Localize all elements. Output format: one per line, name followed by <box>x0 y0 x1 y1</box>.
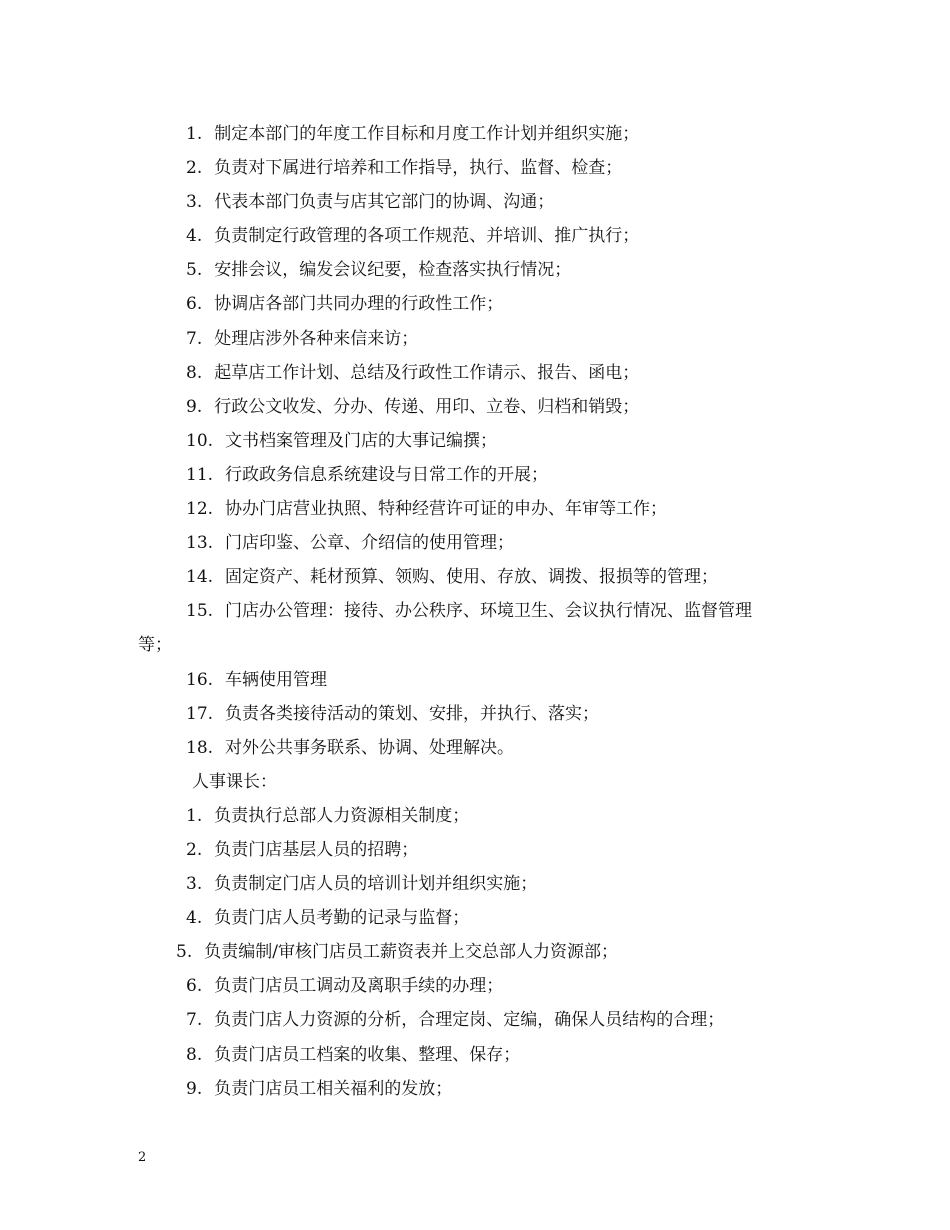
list-item <box>138 219 818 253</box>
list-item <box>138 151 818 185</box>
list-number: 1. <box>186 805 203 826</box>
list-item <box>138 356 818 390</box>
list-text: 协调店各部门共同办理的行政性工作； <box>214 294 504 315</box>
list-number: 5. <box>186 260 203 281</box>
list-text: 行政公文收发、分办、传递、用印、立卷、归档和销毁； <box>214 396 640 417</box>
document-body <box>138 117 818 1106</box>
list-text: 安排会议，编发会议纪要，检查落实执行情况； <box>214 260 572 281</box>
list-text: 负责各类接待活动的策划、安排，并执行、落实； <box>225 703 600 724</box>
list-item <box>138 322 818 356</box>
list-item <box>138 969 818 1003</box>
list-item <box>138 935 818 969</box>
list-text: 负责门店员工相关福利的发放； <box>214 1078 453 1099</box>
list-text: 门店办公管理：接待、办公秩序、环境卫生、会议执行情况、监督管理 <box>225 601 753 622</box>
list-number: 2. <box>186 158 203 179</box>
list-item <box>138 560 818 594</box>
list-item <box>138 1003 818 1037</box>
list-number: 11. <box>186 464 214 485</box>
list-number: 7. <box>186 1010 203 1031</box>
list-number: 9. <box>186 396 203 417</box>
list-item <box>138 663 818 697</box>
list-number: 12. <box>186 499 214 520</box>
list-number: 4. <box>186 226 203 247</box>
list-text: 负责门店人力资源的分析，合理定岗、定编，确保人员结构的合理； <box>214 1010 725 1031</box>
list-item <box>138 901 818 935</box>
section-heading-text: 人事课长： <box>192 771 277 792</box>
list-text: 门店印鉴、公章、介绍信的使用管理； <box>225 533 515 554</box>
list-item <box>138 594 818 628</box>
section-heading <box>138 765 818 799</box>
list-text: 对外公共事务联系、协调、处理解决。 <box>225 737 515 758</box>
list-item <box>138 185 818 219</box>
list-item-continuation <box>138 628 818 662</box>
list-number: 9. <box>186 1078 203 1099</box>
list-item <box>138 731 818 765</box>
list-text: 代表本部门负责与店其它部门的协调、沟通； <box>214 192 555 213</box>
list-text: 负责执行总部人力资源相关制度； <box>214 805 470 826</box>
list-text: 负责门店员工档案的收集、整理、保存； <box>214 1044 521 1065</box>
list-item <box>138 799 818 833</box>
list-text: 文书档案管理及门店的大事记编撰； <box>225 430 498 451</box>
list-number: 10. <box>186 430 214 451</box>
list-text: 负责编制/审核门店员工薪资表并上交总部人力资源部； <box>204 942 618 963</box>
list-number: 13. <box>186 533 214 554</box>
list-item <box>138 253 818 287</box>
list-item <box>138 1038 818 1072</box>
list-item <box>138 526 818 560</box>
list-number: 17. <box>186 703 214 724</box>
list-text: 固定资产、耗材预算、领购、使用、存放、调拨、报损等的管理； <box>225 567 719 588</box>
list-number: 15. <box>186 601 214 622</box>
page-number: 2 <box>138 1150 147 1165</box>
list-number: 2. <box>186 839 203 860</box>
list-number: 3. <box>186 874 203 895</box>
list-number: 3. <box>186 192 203 213</box>
list-number: 8. <box>186 362 203 383</box>
list-text: 负责门店员工调动及离职手续的办理； <box>214 976 504 997</box>
list-item <box>138 117 818 151</box>
list-number: 6. <box>186 294 203 315</box>
list-item <box>138 1072 818 1106</box>
list-number: 16. <box>186 669 214 690</box>
list-text: 行政政务信息系统建设与日常工作的开展； <box>225 464 549 485</box>
list-item <box>138 390 818 424</box>
list-item <box>138 492 818 526</box>
list-item <box>138 833 818 867</box>
list-text: 负责门店基层人员的招聘； <box>214 839 419 860</box>
list-number: 5. <box>176 942 193 963</box>
list-number: 7. <box>186 328 203 349</box>
list-item <box>138 424 818 458</box>
list-number: 18. <box>186 737 214 758</box>
list-text: 制定本部门的年度工作目标和月度工作计划并组织实施； <box>214 124 640 144</box>
list-text-continuation: 等； <box>138 635 172 656</box>
list-number: 8. <box>186 1044 203 1065</box>
list-text: 处理店涉外各种来信来访； <box>214 328 419 349</box>
list-number: 1. <box>186 124 203 144</box>
list-text: 车辆使用管理 <box>225 669 328 690</box>
list-number: 6. <box>186 976 203 997</box>
list-text: 负责制定门店人员的培训计划并组织实施； <box>214 874 538 895</box>
list-text: 负责对下属进行培养和工作指导，执行、监督、检查； <box>214 158 623 179</box>
list-text: 负责门店人员考勤的记录与监督； <box>214 908 470 929</box>
list-number: 4. <box>186 908 203 929</box>
list-text: 负责制定行政管理的各项工作规范、并培训、推广执行； <box>214 226 640 247</box>
list-text: 起草店工作计划、总结及行政性工作请示、报告、函电； <box>214 362 640 383</box>
list-item <box>138 697 818 731</box>
list-number: 14. <box>186 567 214 588</box>
list-item <box>138 458 818 492</box>
list-item <box>138 287 818 321</box>
list-text: 协办门店营业执照、特种经营许可证的申办、年审等工作； <box>225 499 668 520</box>
list-item <box>138 867 818 901</box>
